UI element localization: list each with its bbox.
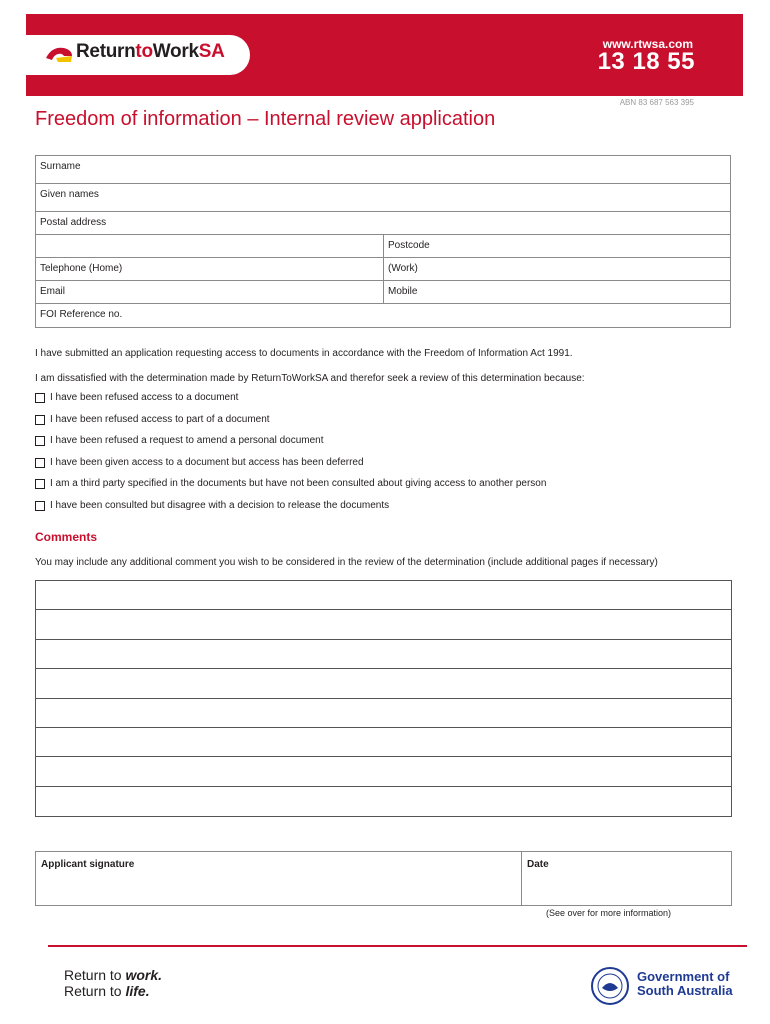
comment-line[interactable] <box>36 640 731 669</box>
page-title: Freedom of information – Internal review application <box>35 108 496 130</box>
signature-table <box>35 851 732 906</box>
phone-number: 13 18 55 <box>597 48 695 75</box>
comment-line[interactable] <box>36 610 731 639</box>
telephone-row[interactable] <box>36 258 730 281</box>
postal-address-row[interactable] <box>36 212 730 235</box>
foi-reference-field[interactable]: FOI Reference no. <box>40 309 123 320</box>
mobile-field[interactable]: Mobile <box>388 286 418 297</box>
checkbox[interactable] <box>35 415 45 425</box>
reason-option[interactable]: I have been consulted but disagree with a decision to release the documents <box>35 500 389 511</box>
applicant-signature-field[interactable]: Applicant signature <box>36 852 522 905</box>
comment-line[interactable] <box>36 581 731 610</box>
surname-row[interactable] <box>36 156 730 184</box>
statement-paragraph: I have submitted an application requesting access to documents in accordance with the Freedom of Information Act 1991. <box>35 348 573 359</box>
telephone-home-field[interactable]: Telephone (Home) <box>36 258 384 280</box>
given-names-row[interactable] <box>36 184 730 212</box>
logo-to: to <box>135 41 153 62</box>
postal-address-line2[interactable] <box>36 235 384 257</box>
date-field[interactable]: Date <box>527 859 549 870</box>
checkbox[interactable] <box>35 436 45 446</box>
comment-line[interactable] <box>36 787 731 816</box>
comment-line[interactable] <box>36 699 731 728</box>
logo-wordmark <box>76 41 225 63</box>
logo-work: Work <box>152 41 199 62</box>
dissatisfied-paragraph: I am dissatisfied with the determination made by ReturnToWorkSA and therefor seek a review of this determination because: <box>35 373 585 384</box>
footer-divider <box>48 945 747 947</box>
postal-address-field[interactable]: Postal address <box>40 217 107 228</box>
email-field[interactable]: Email <box>36 281 384 303</box>
given-names-field[interactable]: Given names <box>40 189 99 200</box>
abn: ABN 83 687 563 395 <box>619 98 694 107</box>
logo-return: Return <box>76 41 136 62</box>
reason-option[interactable]: I have been refused access to a document <box>35 392 238 403</box>
postcode-row[interactable] <box>36 235 730 258</box>
comment-line[interactable] <box>36 669 731 698</box>
comment-line[interactable] <box>36 757 731 786</box>
reason-option[interactable]: I am a third party specified in the documents but have not been consulted about giving access to another person <box>35 478 546 489</box>
surname-field[interactable]: Surname <box>40 161 81 172</box>
comments-heading: Comments <box>35 530 98 544</box>
reason-option[interactable]: I have been refused access to part of a document <box>35 414 270 425</box>
reason-option[interactable]: I have been refused a request to amend a personal document <box>35 435 324 446</box>
comment-line[interactable] <box>36 728 731 757</box>
comments-note: You may include any additional comment you wish to be considered in the review of the determination (include additional pages if necessary) <box>35 557 658 568</box>
postcode-field[interactable]: Postcode <box>388 240 430 251</box>
government-logo-text: Government of South Australia <box>637 969 733 998</box>
government-seal-icon <box>590 966 630 1006</box>
comments-box[interactable] <box>35 580 732 817</box>
checkbox[interactable] <box>35 458 45 468</box>
see-over-note: (See over for more information) <box>546 908 672 918</box>
foi-row[interactable] <box>36 304 730 327</box>
reason-option[interactable]: I have been given access to a document but access has been deferred <box>35 457 364 468</box>
email-row[interactable] <box>36 281 730 304</box>
telephone-work-field[interactable]: (Work) <box>388 263 418 274</box>
logo-sa: SA <box>198 41 225 62</box>
details-table <box>35 155 731 328</box>
website-link[interactable]: www.rtwsa.com <box>602 37 693 51</box>
checkbox[interactable] <box>35 501 45 511</box>
checkbox[interactable] <box>35 393 45 403</box>
tagline: Return to work. Return to life. <box>64 967 163 999</box>
logo-icon <box>44 44 74 64</box>
checkbox[interactable] <box>35 479 45 489</box>
